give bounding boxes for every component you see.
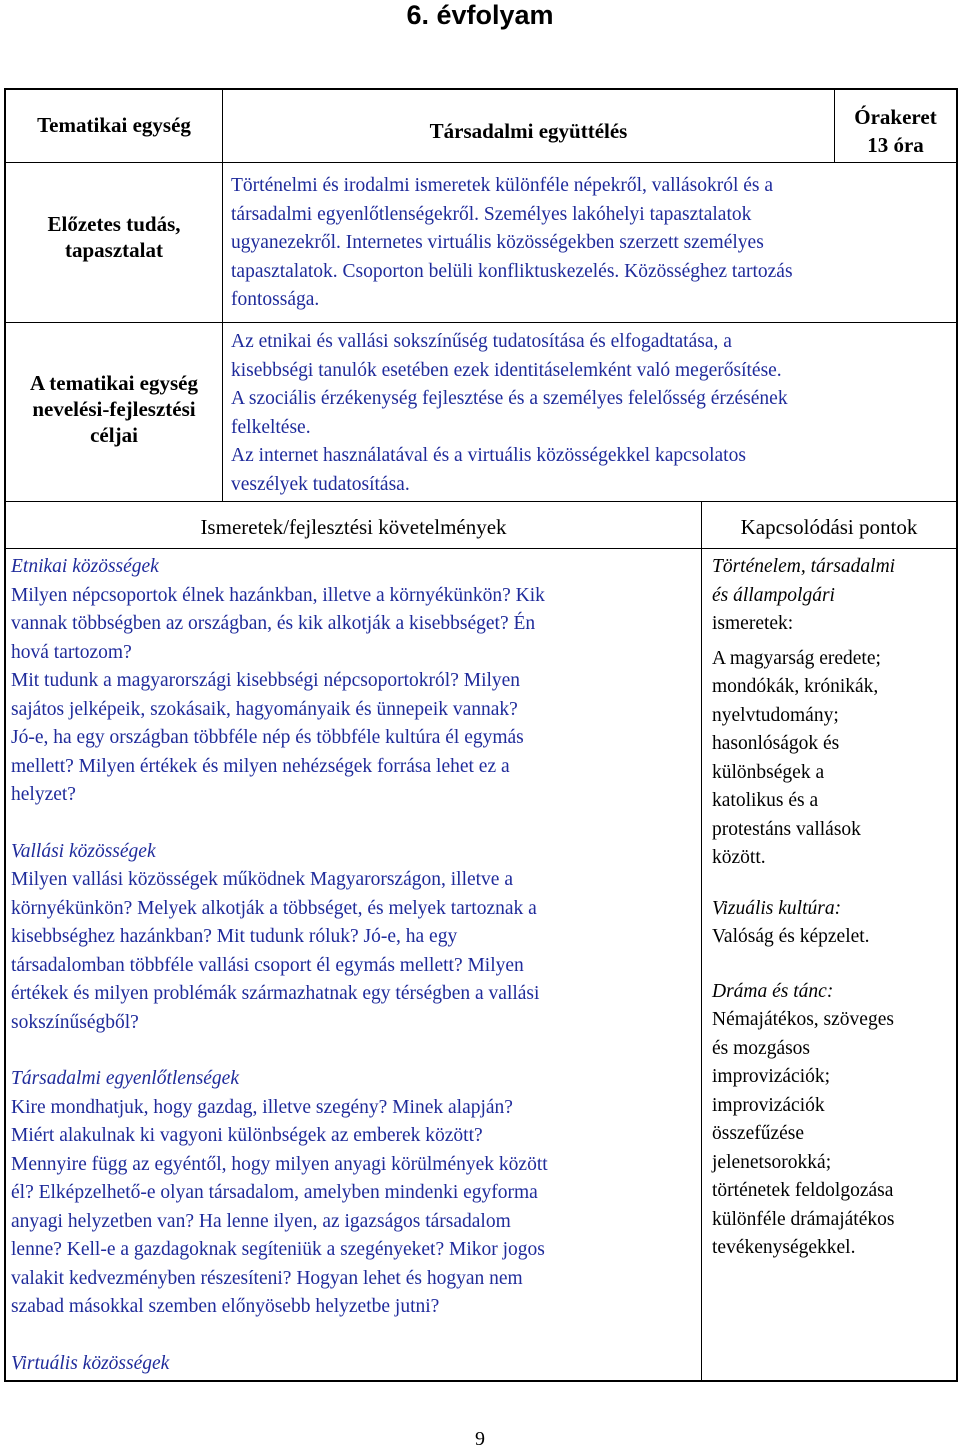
text-line: Történelmi és irodalmi ismeretek különféle népekről, vallásokról és a — [231, 175, 774, 196]
text-line: mellett? Milyen értékek és milyen nehézségek forrása lehet ez a — [11, 755, 510, 777]
text-line: Az internet használatával és a virtuális közösségekkel kapcsolatos — [231, 445, 746, 466]
section-heading: Társadalmi egyenlőtlenségek — [11, 1068, 239, 1089]
text-line: Jó-e, ha egy országban többféle nép és többféle kultúra él egymás — [11, 727, 524, 748]
link-block-visual: Vizuális kultúra: Valóság és képzelet. — [712, 895, 956, 952]
table-border-right — [956, 88, 958, 1382]
text-line: Miért alakulnak ki vagyoni különbségek az emberek között? — [11, 1125, 483, 1146]
section-tarsadalmi — [11, 1065, 701, 1322]
text-line: kisebbségi tanulók esetében ezek identitáselemként való megerősítése. — [231, 359, 782, 381]
row-divider-goals — [4, 501, 958, 502]
row-divider-header — [4, 162, 958, 163]
text-line: A szociális érzékenység fejlesztése és a személyes felelősség érzésének — [231, 388, 788, 409]
text-line: helyzet? — [11, 784, 76, 805]
text-line: Mit tudunk a magyarországi kisebbségi népcsoportokról? Milyen — [11, 670, 521, 691]
text-line: kisebbséghez hazánkban? Mit tudunk róluk? Jó-e, ha egy — [11, 926, 458, 947]
text-line: Milyen népcsoportok élnek hazánkban, illetve a környékünkön? Kik — [11, 584, 545, 606]
link-subheading: ismeretek: — [712, 613, 794, 634]
unit-title: Társadalmi együttélés — [429, 119, 628, 143]
col-divider-links — [701, 501, 702, 1381]
section-etnikai — [11, 553, 701, 810]
section-heading: Virtuális közösségek — [11, 1352, 170, 1374]
text-line: él? Elképzelhető-e olyan társadalom, amelyben mindenki egyforma — [11, 1182, 538, 1203]
section-virtualis — [11, 1350, 701, 1379]
goals-label: A tematikai egység nevelési-fejlesztési céljai — [30, 371, 198, 447]
text-line: veszélyek tudatosítása. — [231, 473, 410, 495]
text-line: Milyen vallási közösségek működnek Magyarországon, illetve a — [11, 869, 513, 890]
text-line: Az etnikai és vallási sokszínűség tudatosítása és elfogadtatása, a — [231, 331, 732, 352]
unit-label: Tematikai egység — [37, 113, 191, 137]
text-line: Kire mondhatjuk, hogy gazdag, illetve szegény? Minek alapján? — [11, 1096, 513, 1118]
text-line: fontossága. — [231, 289, 320, 310]
link-heading: Történelem, társadalmi — [712, 556, 896, 577]
text-line: hová tartozom? — [11, 641, 132, 663]
table-border-bottom — [4, 1380, 958, 1382]
text-line: felkeltése. — [231, 416, 311, 438]
text-line: értékek és milyen problémák származhatnak egy térségben a vallási — [11, 983, 540, 1004]
text-line: tapasztalatok. Csoporton belüli konfliktuskezelés. Közösséghez tartozás — [231, 260, 793, 282]
prior-text — [231, 172, 951, 315]
text-line: ugyanezekről. Internetes virtuális közösségekben szerzett személyes — [231, 232, 764, 253]
text-line: környékünkön? Melyek alkotják a többséget, és melyek tartoznak a — [11, 897, 537, 919]
goals-text — [231, 328, 951, 499]
link-block-drama: Dráma és tánc: Némajátékos, szöveges és mozgásos improvizációk; improvizációk összefűzése jelenetsorokká; történetek feldolgozása különféle drámajátékos tevékenységekkel. — [712, 978, 956, 1263]
row-divider-prior — [4, 322, 958, 323]
table-border-top — [4, 88, 958, 90]
requirements-header: Ismeretek/fejlesztési követelmények — [200, 515, 507, 539]
text-line: Mennyire függ az egyéntől, hogy milyen anyagi körülmények között — [11, 1153, 548, 1175]
section-heading: Etnikai közösségek — [11, 556, 159, 577]
links-header: Kapcsolódási pontok — [740, 515, 918, 539]
text-line: társadalmi egyenlőtlenségekről. Személyes lakóhelyi tapasztalatok — [231, 203, 752, 225]
text-line: szabad másokkal szemben előnyösebb helyzetbe jutni? — [11, 1296, 440, 1317]
section-vallasi — [11, 838, 701, 1038]
row-divider-req-header — [4, 548, 958, 549]
link-block-history — [712, 553, 956, 873]
hours-value: 13 óra — [867, 133, 924, 157]
section-heading: Vallási közösségek — [11, 840, 156, 862]
page-title: 6. évfolyam — [406, 0, 554, 30]
links-body — [712, 553, 956, 1263]
text-line: társadalomban többféle vallási csoport él egymás mellett? Milyen — [11, 954, 524, 976]
prior-label: Előzetes tudás, tapasztalat — [47, 212, 181, 262]
text-line: valakit kedvezményben részesíteni? Hogyan lehet és hogyan nem — [11, 1267, 523, 1289]
text-line: lenne? Kell-e a gazdagoknak segíteniük a szegényeket? Mikor jogos — [11, 1239, 545, 1260]
page-number: 9 — [475, 1428, 485, 1450]
text-line: anyagi helyzetben van? Ha lenne ilyen, az igazságos társadalom — [11, 1210, 511, 1232]
requirements-body — [11, 553, 701, 1378]
hours-label: Órakeret — [854, 105, 937, 129]
link-heading: Vizuális kultúra: — [712, 897, 842, 919]
text-line: sajátos jelképeik, szokásaik, hagyományaik és ünnepeik vannak? — [11, 698, 518, 720]
link-heading: és állampolgári — [712, 584, 835, 606]
text-line: vannak többségben az országban, és kik alkotják a kisebbséget? Én — [11, 613, 536, 634]
col-divider-label — [222, 88, 223, 502]
text-line: sokszínűségből? — [11, 1011, 139, 1033]
link-lines: A magyarság eredete; mondókák, krónikák, nyelvtudomány; hasonlóságok és különbségek a katolikus és a protestáns vallások között. — [712, 647, 881, 868]
table-border-left — [4, 88, 6, 1382]
link-heading: Dráma és tánc: — [712, 980, 834, 1002]
